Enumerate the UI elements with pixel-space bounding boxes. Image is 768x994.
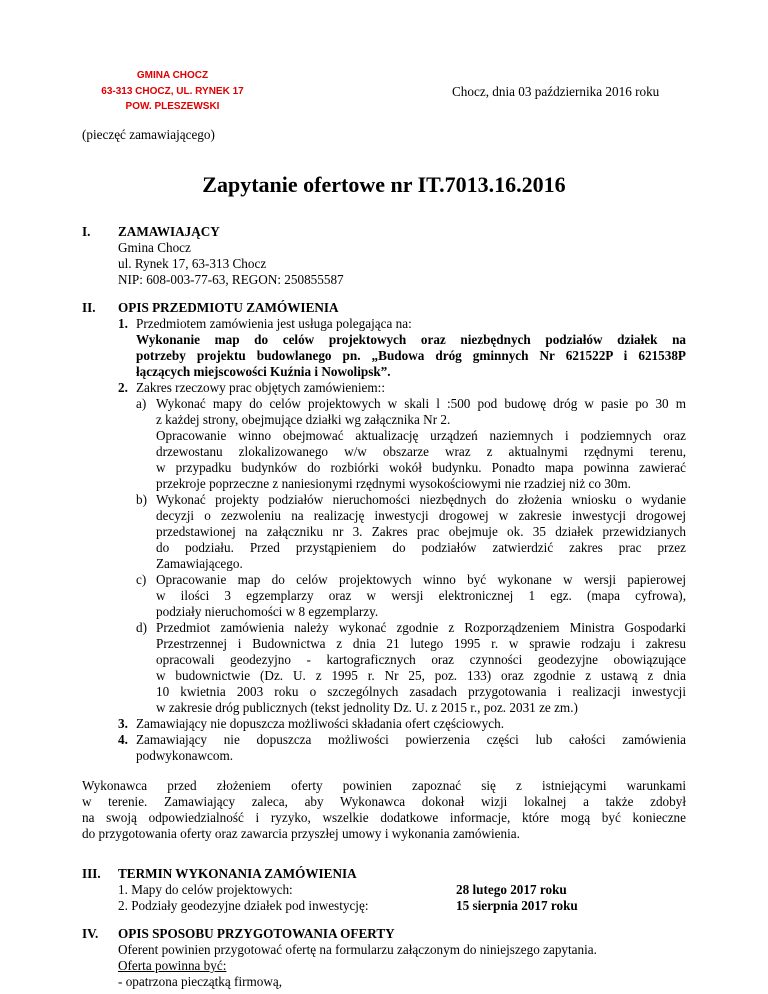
- body-paragraph-line: na swoją odpowiedzialność i ryzyko, wszelkie dodatkowe informacje, które mogą być konieczne: [82, 810, 686, 825]
- stamp-line-3: POW. PLESZEWSKI: [125, 101, 220, 112]
- deadline-date: 15 sierpnia 2017 roku: [456, 898, 578, 913]
- section-1-line: Gmina Chocz: [118, 240, 191, 255]
- item-4-number: 4.: [118, 732, 128, 747]
- stamp-line-1: GMINA CHOCZ: [136, 70, 209, 81]
- item-3-text: Zamawiający nie dopuszcza możliwości składania ofert częściowych.: [136, 716, 504, 731]
- subitem-d-line: opracowali geodezyjno - kartograficznych oraz czynności geodezyjne obowiązujące: [156, 652, 686, 667]
- subitem-d-line: w budownictwie (Dz. U. z 1995 r. Nr 25, poz. 133) oraz zgodnie z ustawą z dnia: [156, 668, 686, 683]
- section-4-line: Oferent powinien przygotować ofertę na formularzu załączonym do niniejszego zapytania.: [118, 942, 597, 957]
- subitem-d-line: 10 kwietnia 2003 roku o szczególnych zasadach przygotowania i realizacji inwestycji: [156, 684, 686, 699]
- item-1-number: 1.: [118, 316, 128, 331]
- item-2-text: Zakres rzeczowy prac objętych zamówieniem::: [136, 380, 385, 395]
- section-4-line: Oferta powinna być:: [118, 958, 227, 973]
- section-3-number: III.: [82, 866, 101, 881]
- subitem-d-line: w zakresie dróg publicznych (tekst jednolity Dz. U. z 2015 r., poz. 2031 ze zm.): [156, 700, 578, 715]
- subitem-b-line: decyzji o zezwoleniu na realizację inwestycji drogowej w zakresie inwestycji drogowej: [156, 508, 686, 523]
- item-1-text: Przedmiotem zamówienia jest usługa polegająca na:: [136, 316, 412, 331]
- deadline-label: 2. Podziały geodezyjne działek pod inwestycję:: [118, 898, 369, 913]
- subitem-c-label: c): [136, 572, 147, 587]
- deadline-label: 1. Mapy do celów projektowych:: [118, 882, 293, 897]
- document-date: Chocz, dnia 03 października 2016 roku: [452, 84, 660, 99]
- body-paragraph-line: w terenie. Zamawiający zaleca, aby Wykonawca dokonał wizji lokalnej a także zdobył: [82, 794, 686, 809]
- subitem-a-line: Opracowanie winno obejmować aktualizację urządzeń naziemnych i podziemnych oraz: [156, 428, 686, 443]
- section-2-heading: OPIS PRZEDMIOTU ZAMÓWIENIA: [118, 300, 339, 315]
- item-3-number: 3.: [118, 716, 128, 731]
- section-4-number: IV.: [82, 926, 99, 941]
- subitem-d-line: Przestrzennej i Budownictwa z dnia 21 lutego 1995 r. w sprawie rodzaju i zakresu: [156, 636, 686, 651]
- item-4-line: podwykonawcom.: [136, 748, 234, 763]
- section-2-number: II.: [82, 300, 96, 315]
- section-1-line: ul. Rynek 17, 63-313 Chocz: [118, 256, 267, 271]
- subject-bold-line: Wykonanie map do celów projektowych oraz niezbędnych podziałów działek na: [136, 332, 686, 347]
- subitem-c-line: podziały nieruchomości w 8 egzemplarzy.: [156, 604, 379, 619]
- document-title: Zapytanie ofertowe nr IT.7013.16.2016: [202, 172, 566, 197]
- subitem-a-label: a): [136, 396, 147, 411]
- stamp-note: (pieczęć zamawiającego): [82, 127, 215, 142]
- subitem-b-label: b): [136, 492, 147, 507]
- subitem-c-line: w ilości 3 egzemplarzy oraz w wersji elektronicznej 1 egz. (mapa cyfrowa),: [156, 588, 686, 603]
- section-4-heading: OPIS SPOSOBU PRZYGOTOWANIA OFERTY: [118, 926, 395, 941]
- item-4-line: Zamawiający nie dopuszcza możliwości powierzenia części lub całości zamówienia: [136, 732, 686, 747]
- body-paragraph-line: do przygotowania oferty oraz zawarcia przyszłej umowy i wykonania zamówienia.: [82, 826, 520, 841]
- stamp-line-2: 63-313 CHOCZ, UL. RYNEK 17: [101, 85, 244, 97]
- section-1-heading: ZAMAWIAJĄCY: [118, 224, 220, 239]
- subitem-b-line: Zamawiającego.: [156, 556, 243, 571]
- subitem-a-line: Wykonać mapy do celów projektowych w skali l :500 pod budowę dróg w pasie po 30 m: [156, 396, 686, 411]
- subitem-b-line: Wykonać projekty podziałów nieruchomości niezbędnych do złożenia wniosku o wydanie: [156, 492, 686, 507]
- subitem-b-line: do podziału. Przed przystąpieniem do podziałów zatwierdzić zakres prac przez: [156, 540, 686, 555]
- issuer-stamp: [70, 68, 275, 115]
- subitem-a-line: drzewostanu zlokalizowanego w/w obszarze wraz z aktualnymi rzędnymi terenu,: [156, 444, 686, 459]
- section-1-number: I.: [82, 224, 91, 239]
- section-1-line: NIP: 608-003-77-63, REGON: 250855587: [118, 272, 344, 287]
- body-paragraph-line: Wykonawca przed złożeniem oferty powinien zapoznać się z istniejącymi warunkami: [82, 778, 686, 793]
- item-2-number: 2.: [118, 380, 128, 395]
- section-3-heading: TERMIN WYKONANIA ZAMÓWIENIA: [118, 866, 357, 881]
- section-4-line: - opatrzona pieczątką firmową,: [118, 974, 283, 989]
- subitem-c-line: Opracowanie map do celów projektowych winno być wykonane w wersji papierowej: [156, 572, 686, 587]
- subitem-d-line: Przedmiot zamówienia należy wykonać zgodnie z Rozporządzeniem Ministra Gospodarki: [156, 620, 686, 635]
- deadline-date: 28 lutego 2017 roku: [456, 882, 567, 897]
- subitem-b-line: przedstawionej na załączniku nr 3. Zakres prac obejmuje ok. 35 działek przewidzianych: [156, 524, 686, 539]
- subject-bold-line: łączących miejscowości Kuźnia i Nowolipsk”.: [136, 364, 391, 379]
- subitem-a-line: z każdej strony, obejmujące działki wg załącznika Nr 2.: [156, 412, 451, 427]
- subitem-a-line: w przypadku budynków do rozbiórki wokół budynku. Ponadto mapa powinna zawierać: [156, 460, 686, 475]
- subitem-a-line: przekroje poprzeczne z naniesionymi rzędnymi wysokościowymi nie rzadziej niż co 30m.: [156, 476, 631, 491]
- subitem-d-label: d): [136, 620, 147, 635]
- subject-bold-line: potrzeby projektu budowlanego pn. „Budowa dróg gminnych Nr 621522P i 621538P: [136, 348, 686, 363]
